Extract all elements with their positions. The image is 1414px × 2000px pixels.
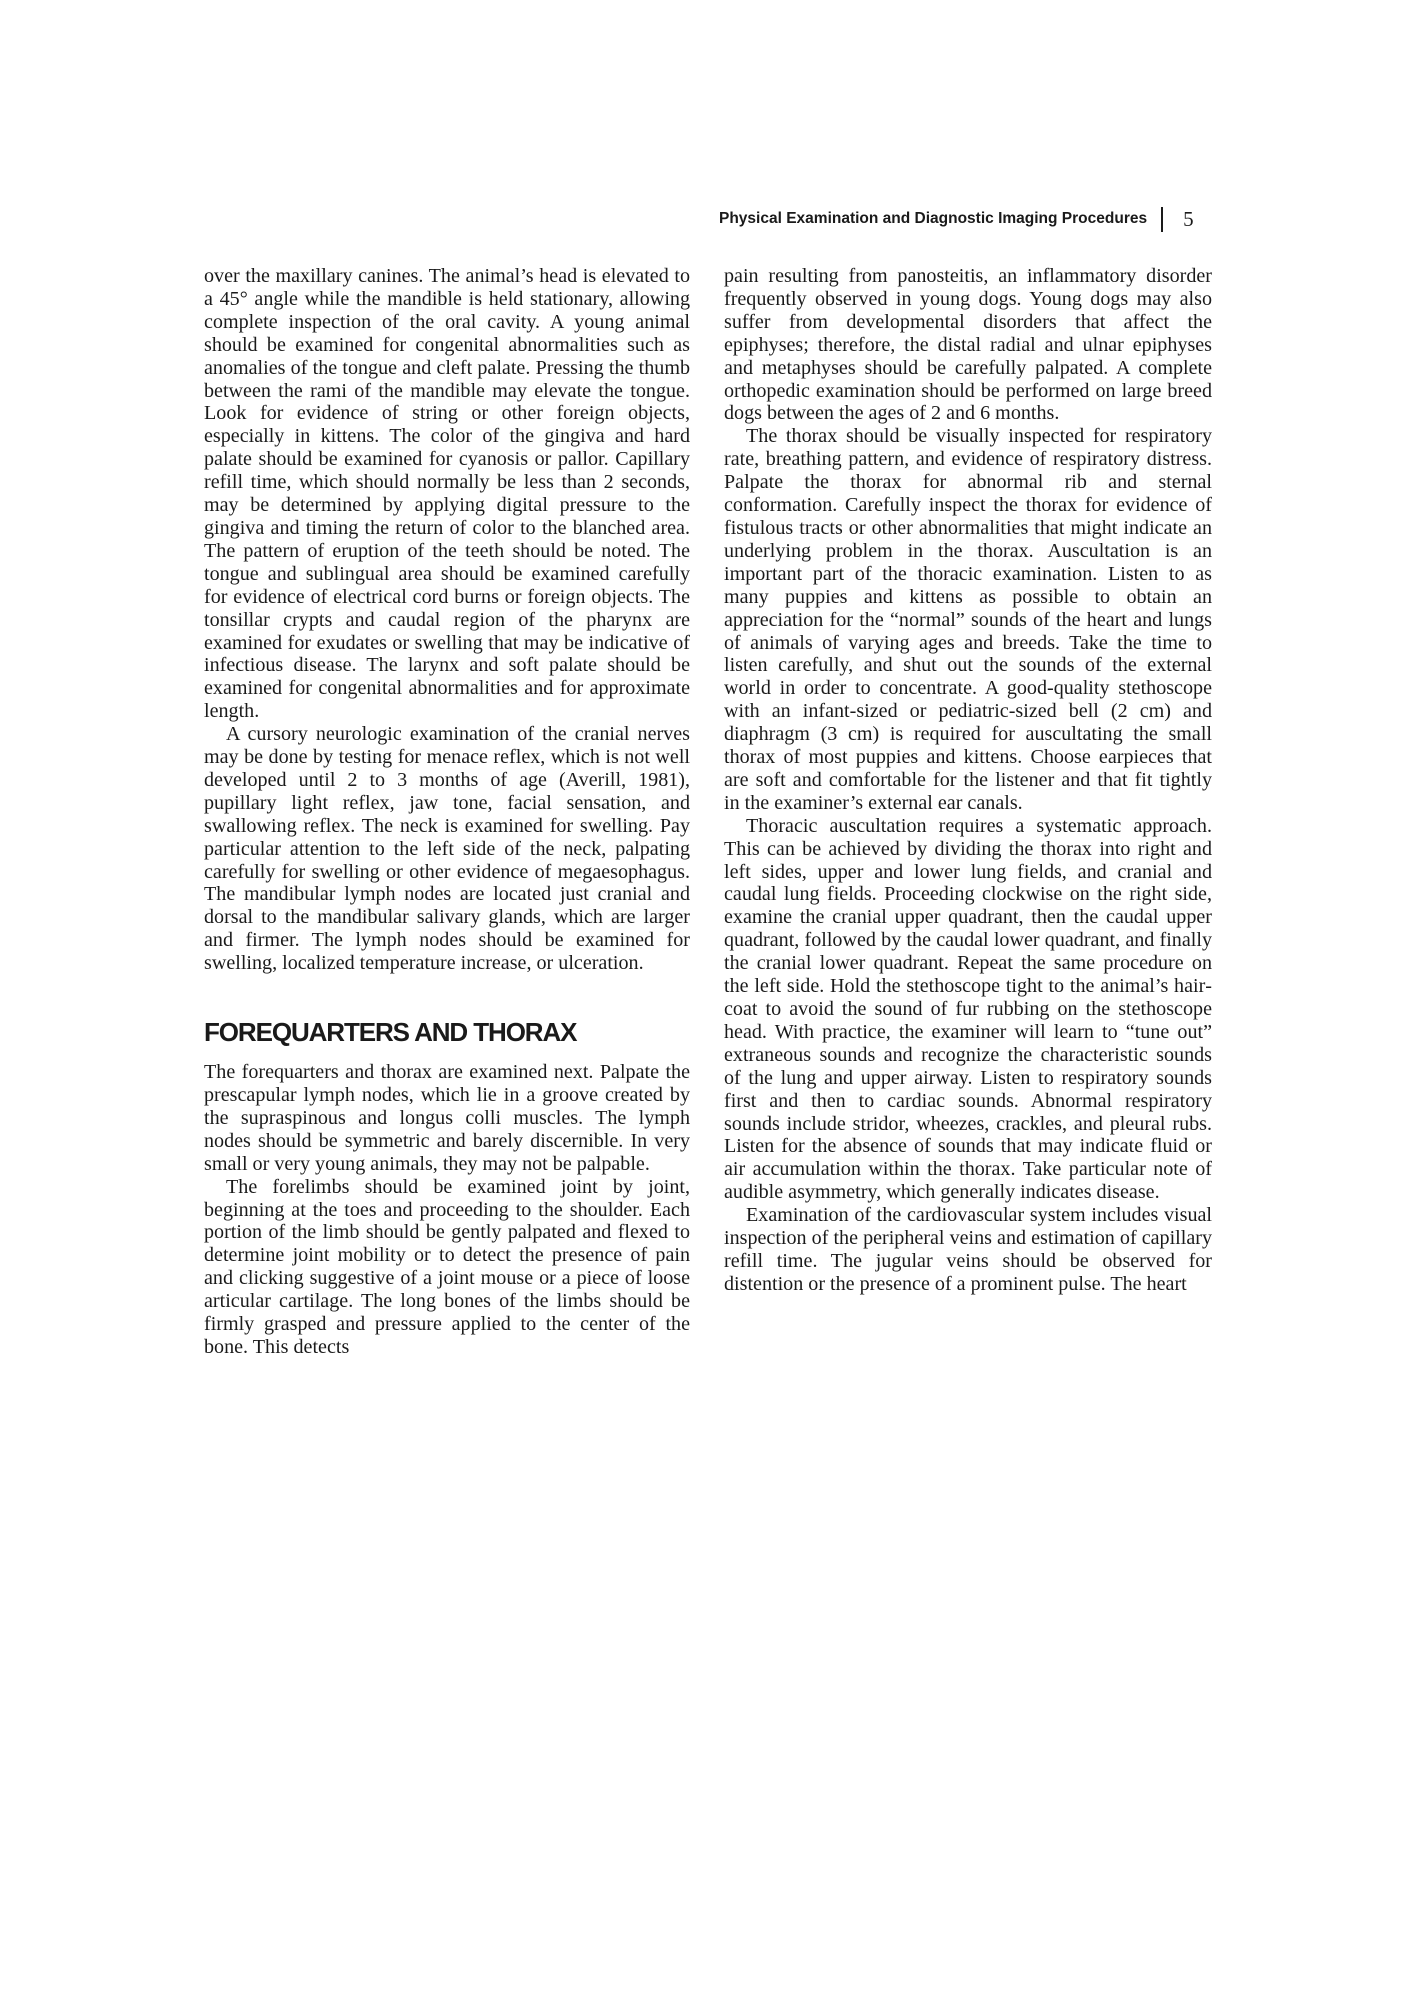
paragraph-oral-cavity: over the maxillary canines. The animal’s head is elevated to a 45° angle while the mandible is held stationary, allowing complete inspection of the oral cavity. A young animal should be examined for congenital abnormalities such as anomalies of the tongue and cleft palate. Pressing the thumb between the rami of the mandible may elevate the tongue. Look for evidence of string or other foreign objects, especially in kittens. The color of the gingiva and hard palate should be examined for cyanosis or pallor. Capillary refill time, which should normally be less than 2 seconds, may be determined by applying digital pressure to the gingiva and timing the return of color to the blanched area. The pattern of eruption of the teeth should be noted. The tongue and sublingual area should be examined carefully for evidence of electrical cord burns or foreign objects. The tonsillar crypts and caudal region of the pharynx are examined for exudates or swelling that may be indicative of infectious disease. The larynx and soft palate should be examined for congenital abnormalities and for approximate length. [204,265,690,723]
paragraph-panosteitis: pain resulting from panosteitis, an inflammatory disorder frequently observed in young dogs. Young dogs may also suffer from developmental disorders that affect the epiphyses; therefore, the distal radial and ulnar epiphyses and metaphyses should be carefully palpated. A complete orthopedic examination should be performed on large breed dogs between the ages of 2 and 6 months. [724,265,1212,425]
running-header [719,205,1229,233]
paragraph-neurologic-exam: A cursory neurologic examination of the cranial nerves may be done by testing for menace reflex, which is not well developed until 2 to 3 months of age (Averill, 1981), pupillary light reflex, jaw tone, facial sensation, and swallowing reflex. The neck is examined for swelling. Pay particular attention to the left side of the neck, palpating carefully for swelling or other evidence of megaesophagus. The mandibular lymph nodes are located just cranial and dorsal to the mandibular salivary glands, which are larger and firmer. The lymph nodes should be examined for swelling, localized temperature increase, or ulceration. [204,723,690,975]
paragraph-forelimbs: The forelimbs should be examined joint by joint, beginning at the toes and proceeding to the shoulder. Each portion of the limb should be gently palpated and flexed to determine joint mobility or to detect the presence of pain and clicking suggestive of a joint mouse or a piece of loose articular cartilage. The long bones of the limbs should be firmly grasped and pressure applied to the center of the bone. This detects [204,1175,690,1358]
page-number: 5 [1183,206,1194,231]
paragraph-forequarters-intro: The forequarters and thorax are examined next. Palpate the prescapular lymph nodes, which lie in a groove created by the supraspinous and longus colli muscles. The lymph nodes should be symmetric and barely discernible. In very small or very young animals, they may not be palpable. [204,1061,690,1175]
header-divider [1161,207,1163,232]
running-title: Physical Examination and Diagnostic Imaging Procedures [719,210,1148,227]
right-column [724,265,1212,1296]
left-column [204,265,690,1359]
paragraph-thorax-inspection: The thorax should be visually inspected for respiratory rate, breathing pattern, and evidence of respiratory distress. Palpate the thorax for abnormal rib and sternal conformation. Carefully inspect the thorax for evidence of fistulous tracts or other abnormalities that might indicate an underlying problem in the thorax. Auscultation is an important part of the thoracic examination. Listen to as many puppies and kittens as possible to obtain an appreciation for the “normal” sounds of the heart and lungs of animals of varying ages and breeds. Take the time to listen carefully, and shut out the sounds of the external world in order to concentrate. A good-quality stethoscope with an infant-sized or pediatric-sized bell (2 cm) and diaphragm (3 cm) is required for auscultating the small thorax of most puppies and kittens. Choose earpieces that are soft and comfortable for the listener and that fit tightly in the examiner’s external ear canals. [724,425,1212,814]
paragraph-cardiovascular: Examination of the cardiovascular system includes visual inspection of the peripheral veins and estimation of capillary refill time. The jugular veins should be observed for distention or the presence of a prominent pulse. The heart [724,1204,1212,1295]
paragraph-thoracic-auscultation: Thoracic auscultation requires a systematic approach. This can be achieved by dividing the thorax into right and left sides, upper and lower lung fields, and cranial and caudal lung fields. Proceeding clockwise on the right side, examine the cranial upper quadrant, then the caudal upper quadrant, followed by the caudal lower quadrant, and finally the cranial lower quadrant. Repeat the same procedure on the left side. Hold the stethoscope tight to the animal’s haircoat to avoid the sound of fur rubbing on the stethoscope head. With practice, the examiner will learn to “tune out” extraneous sounds and recognize the characteristic sounds of the lung and upper airway. Listen to respiratory sounds first and then to cardiac sounds. Abnormal respiratory sounds include stridor, wheezes, crackles, and pleural rubs. Listen for the absence of sounds that may indicate fluid or air accumulation within the thorax. Take particular note of audible asymmetry, which generally indicates disease. [724,814,1212,1204]
section-heading-forequarters-thorax: FOREQUARTERS AND THORAX [204,1017,577,1048]
